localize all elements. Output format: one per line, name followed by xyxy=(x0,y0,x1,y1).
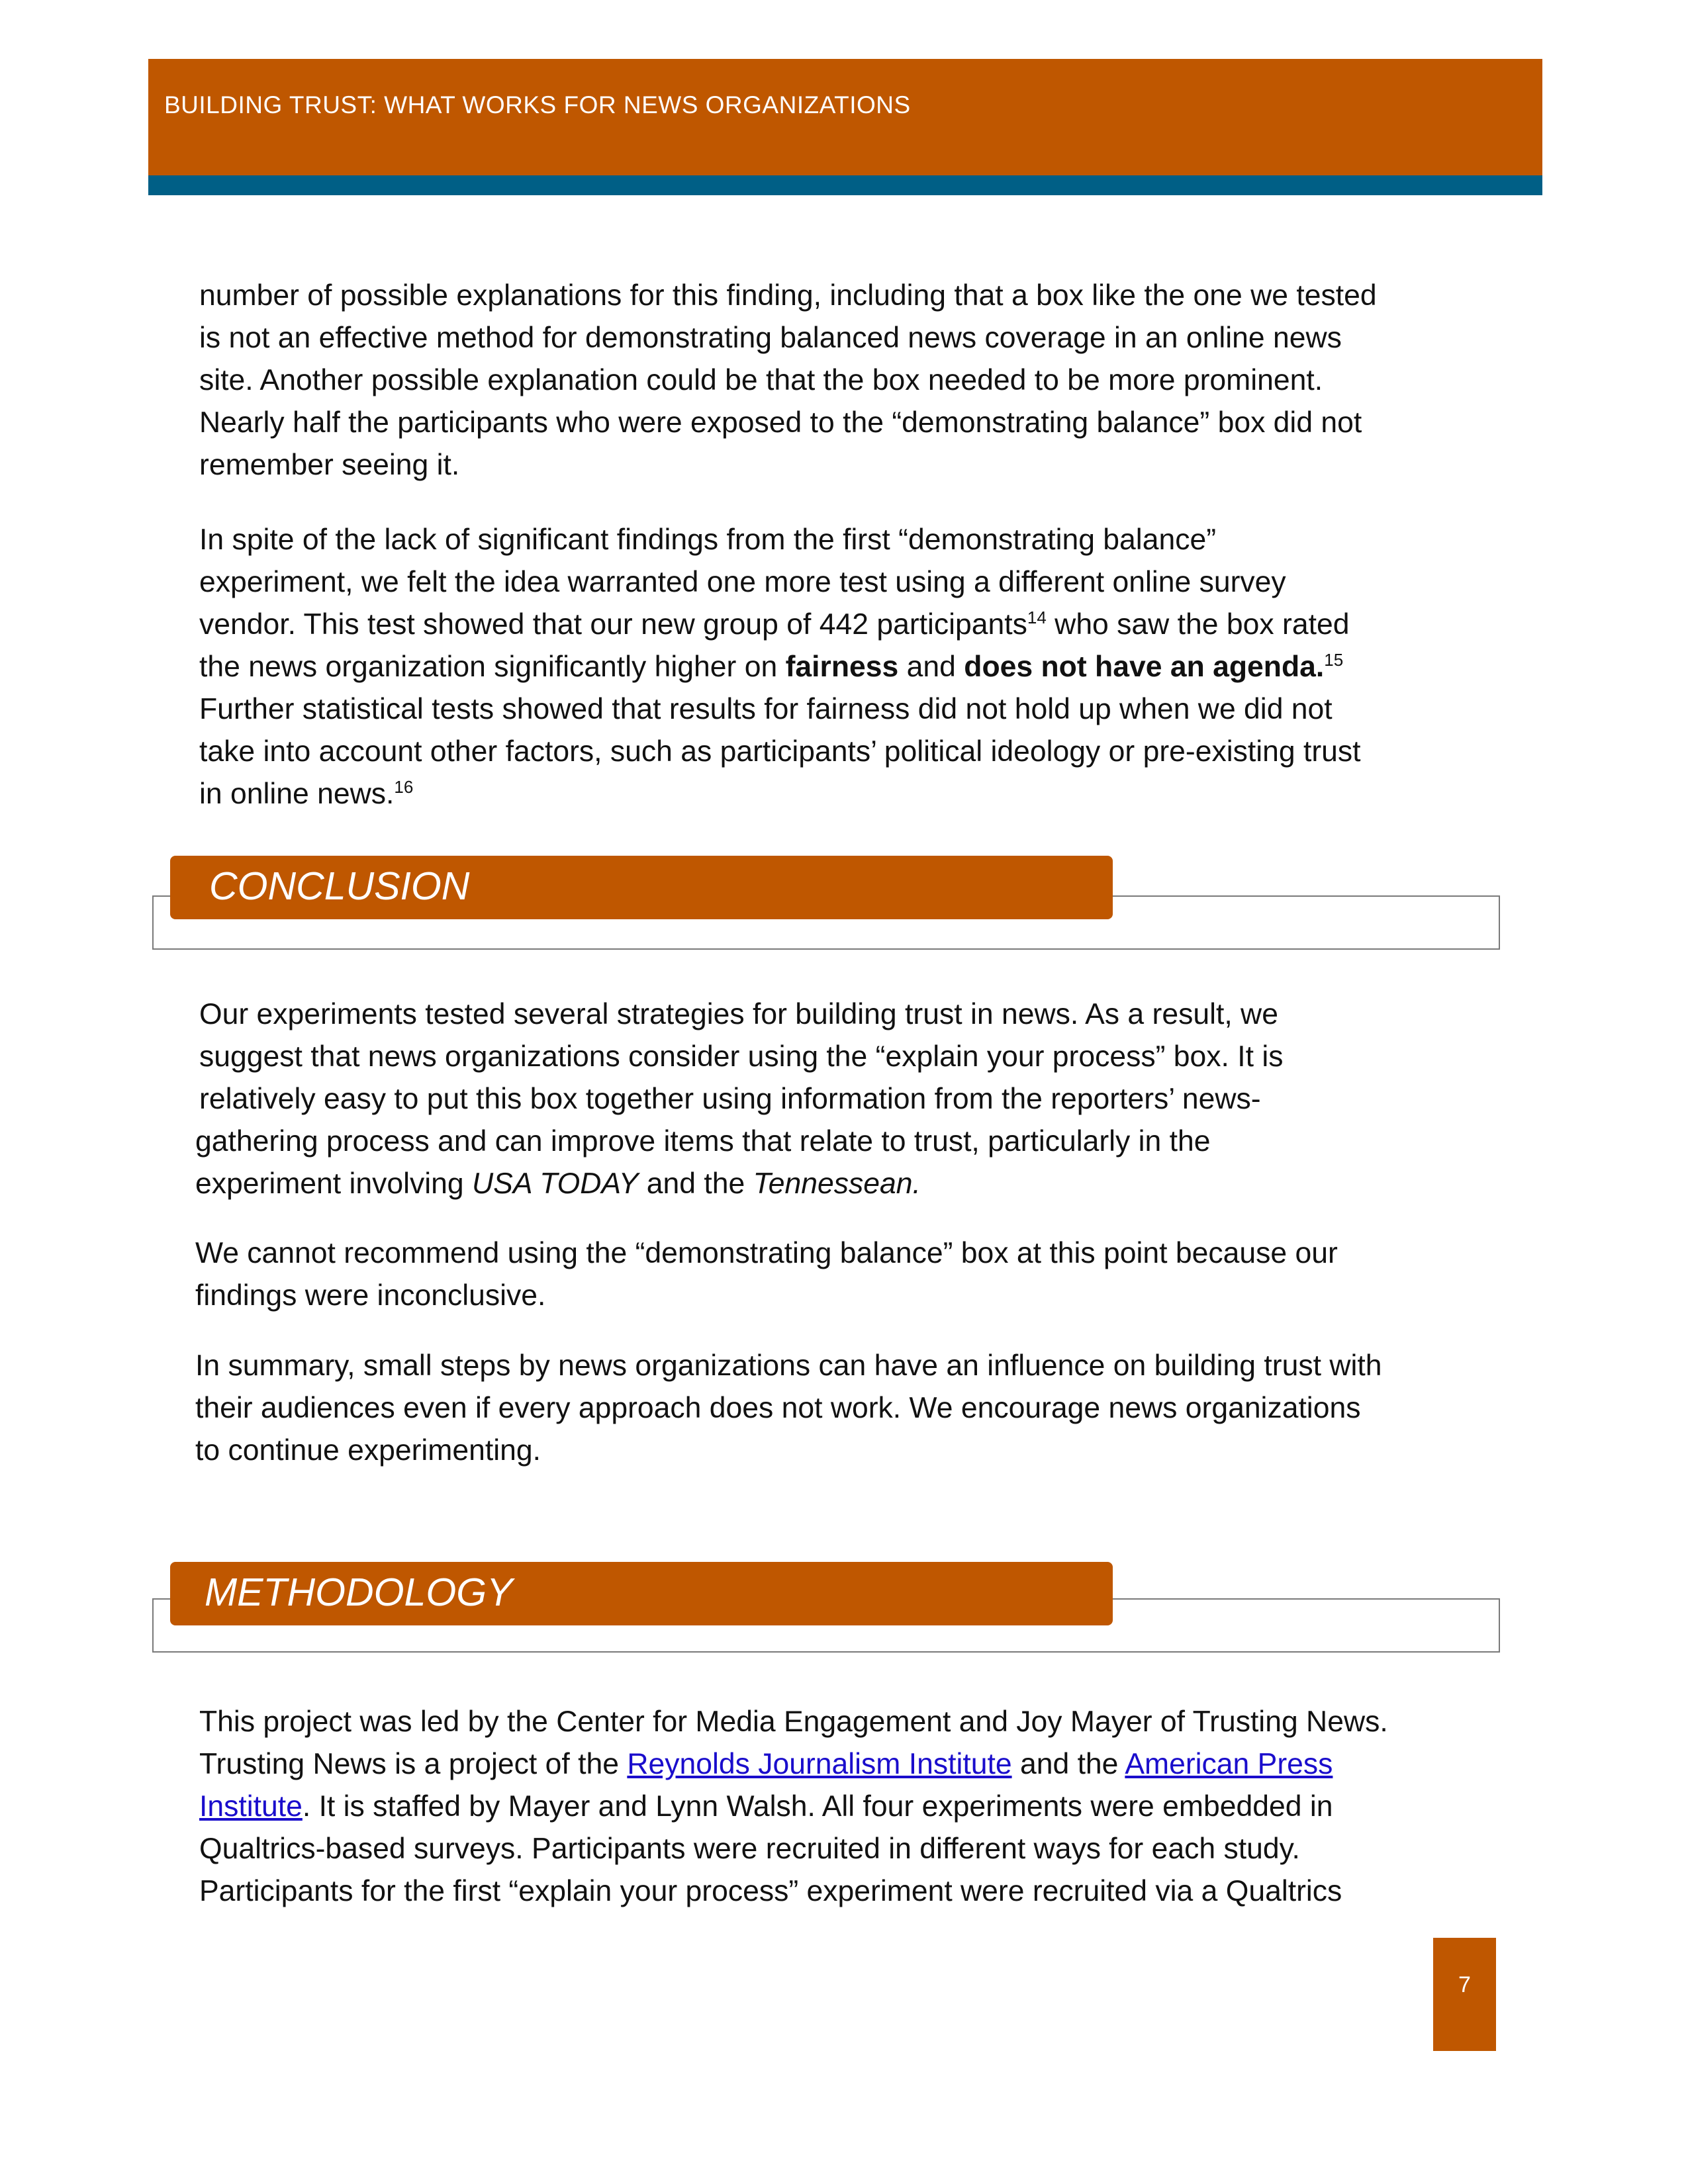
text-line: number of possible explanations for this finding, including that a box like the one we tested xyxy=(199,279,1377,312)
text-line: site. Another possible explanation could be that the box needed to be more prominent. xyxy=(199,364,1323,396)
text-line: take into account other factors, such as participants’ political ideology or pre-existing trust xyxy=(199,735,1361,768)
conclusion-paragraph-1 xyxy=(195,993,1284,1205)
italic-usa-today: USA TODAY xyxy=(472,1167,639,1200)
methodology-heading: METHODOLOGY xyxy=(205,1570,513,1614)
text-line: is not an effective method for demonstrating balanced news coverage in an online news xyxy=(199,322,1342,354)
text-line: findings were inconclusive. xyxy=(195,1279,546,1312)
text-line: Our experiments tested several strategies for building trust in news. As a result, we xyxy=(199,998,1278,1030)
conclusion-heading-tab xyxy=(170,856,1113,919)
text-line: gathering process and can improve items that relate to trust, particularly in the xyxy=(195,1125,1211,1158)
text-line: Institute. It is staffed by Mayer and Lynn Walsh. All four experiments were embedded in xyxy=(199,1790,1333,1823)
text-line: Nearly half the participants who were exposed to the “demonstrating balance” box did not xyxy=(199,406,1362,439)
american-press-institute-link[interactable]: American Press xyxy=(1125,1748,1333,1780)
reynolds-journalism-institute-link[interactable]: Reynolds Journalism Institute xyxy=(627,1748,1012,1780)
conclusion-paragraph-3 xyxy=(195,1345,1382,1472)
text-line: In summary, small steps by news organizations can have an influence on building trust with xyxy=(195,1349,1382,1382)
bold-fairness: fairness xyxy=(785,651,899,683)
text-line: relatively easy to put this box together using information from the reporters’ news- xyxy=(199,1083,1261,1115)
text-line: to continue experimenting. xyxy=(195,1434,541,1467)
italic-tennessean: Tennessean. xyxy=(753,1167,921,1200)
footnote-14: 14 xyxy=(1027,608,1047,628)
text-line: Participants for the first “explain your process” experiment were recruited via a Qualtrics xyxy=(199,1875,1342,1907)
bold-agenda: does not have an agenda xyxy=(964,651,1316,683)
methodology-paragraph xyxy=(199,1701,1388,1913)
text-line: experiment involving USA TODAY and the Tennessean. xyxy=(195,1167,921,1200)
footnote-16: 16 xyxy=(394,777,414,797)
conclusion-paragraph-2 xyxy=(195,1232,1338,1317)
methodology-heading-tab xyxy=(170,1562,1113,1625)
text-line: This project was led by the Center for Media Engagement and Joy Mayer of Trusting News. xyxy=(199,1706,1388,1738)
text-line: Further statistical tests showed that results for fairness did not hold up when we did not xyxy=(199,693,1333,725)
text-line: Trusting News is a project of the Reynolds Journalism Institute and the American Press xyxy=(199,1748,1333,1780)
body-paragraph-1 xyxy=(199,275,1377,486)
header-stripe xyxy=(148,175,1542,195)
page-number: 7 xyxy=(1458,1972,1471,1997)
text-line: the news organization significantly higher on fairness and does not have an agenda.$^{15}$ xyxy=(199,650,1344,683)
body-paragraph-2 xyxy=(199,519,1361,815)
text-line: suggest that news organizations consider using the “explain your process” box. It is xyxy=(199,1040,1284,1073)
american-press-institute-link-cont[interactable]: Institute xyxy=(199,1790,303,1823)
text-line: vendor. This test showed that our new group of 442 participants$^{14}$ who saw the box rated xyxy=(199,608,1350,641)
text-line: remember seeing it. xyxy=(199,449,460,481)
header-title: BUILDING TRUST: WHAT WORKS FOR NEWS ORGANIZATIONS xyxy=(164,91,911,118)
text-line: experiment, we felt the idea warranted one more test using a different online survey xyxy=(199,566,1286,598)
conclusion-heading: CONCLUSION xyxy=(209,864,470,908)
text-line: Qualtrics-based surveys. Participants were recruited in different ways for each study. xyxy=(199,1833,1300,1865)
text-line: their audiences even if every approach does not work. We encourage news organizations xyxy=(195,1392,1361,1424)
page-number-box xyxy=(1433,1938,1496,2051)
text-line: We cannot recommend using the “demonstrating balance” box at this point because our xyxy=(195,1237,1338,1269)
text-line: in online news.$^{16}$ xyxy=(199,777,414,810)
text-line: In spite of the lack of significant findings from the first “demonstrating balance” xyxy=(199,523,1217,556)
footnote-15: 15 xyxy=(1324,650,1344,670)
